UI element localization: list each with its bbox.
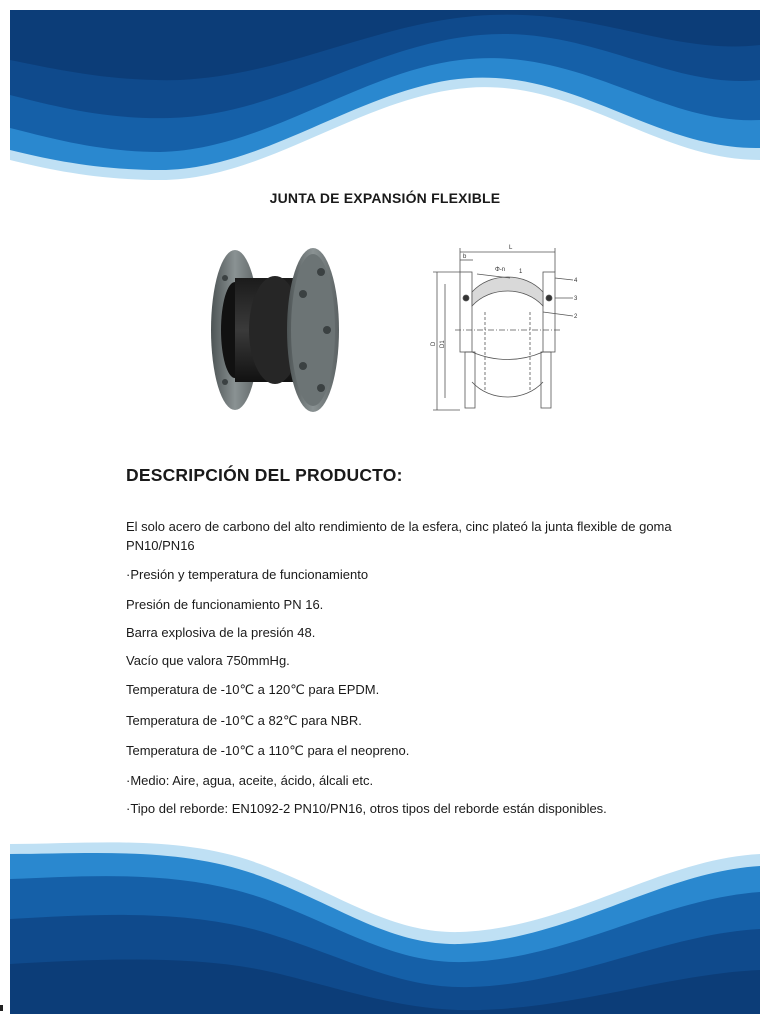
drawing-label-diameter-d: D [431,341,437,346]
spec-line: Presión de funcionamiento PN 16. [126,597,324,612]
spec-line: Temperatura de -10℃ a 110℃ para el neopreno. [126,743,410,758]
drawing-label-part-2: 2 [574,314,578,320]
drawing-label-flange-thickness: b [463,254,467,260]
section-heading: DESCRIPCIÓN DEL PRODUCTO: [126,465,403,485]
product-description: El solo acero de carbono del alto rendimiento de la esfera, cinc plateó la junta flexible de goma PN10/PN16 [126,519,672,553]
drawing-label-bolt-holes: Φ-n [495,267,506,273]
technical-drawing [415,242,585,417]
document-title: JUNTA DE EXPANSIÓN FLEXIBLE [269,190,501,206]
spec-line: ·Tipo del reborde: EN1092-2 PN10/PN16, otros tipos del reborde están disponibles. [126,801,607,816]
footer-wave-decoration [10,824,760,1014]
drawing-label-diameter-d1: D1 [440,340,446,348]
spec-line: Temperatura de -10℃ a 82℃ para NBR. [126,713,362,728]
drawing-label-part-4: 4 [574,278,578,284]
scan-artifact [0,1005,3,1011]
spec-line: Vacío que valora 750mmHg. [126,653,290,668]
drawing-label-length: L [509,245,513,251]
spec-line: ·Presión y temperatura de funcionamiento [126,567,369,582]
page [10,10,760,1014]
drawing-label-part-1: 1 [519,269,523,275]
spec-line: Temperatura de -10℃ a 120℃ para EPDM. [126,682,380,697]
product-photo [195,238,355,423]
header-wave-decoration [10,10,760,200]
spec-line: Barra explosiva de la presión 48. [126,625,316,640]
drawing-label-part-3: 3 [574,296,578,302]
spec-line: ·Medio: Aire, agua, aceite, ácido, álcali etc. [126,773,374,788]
